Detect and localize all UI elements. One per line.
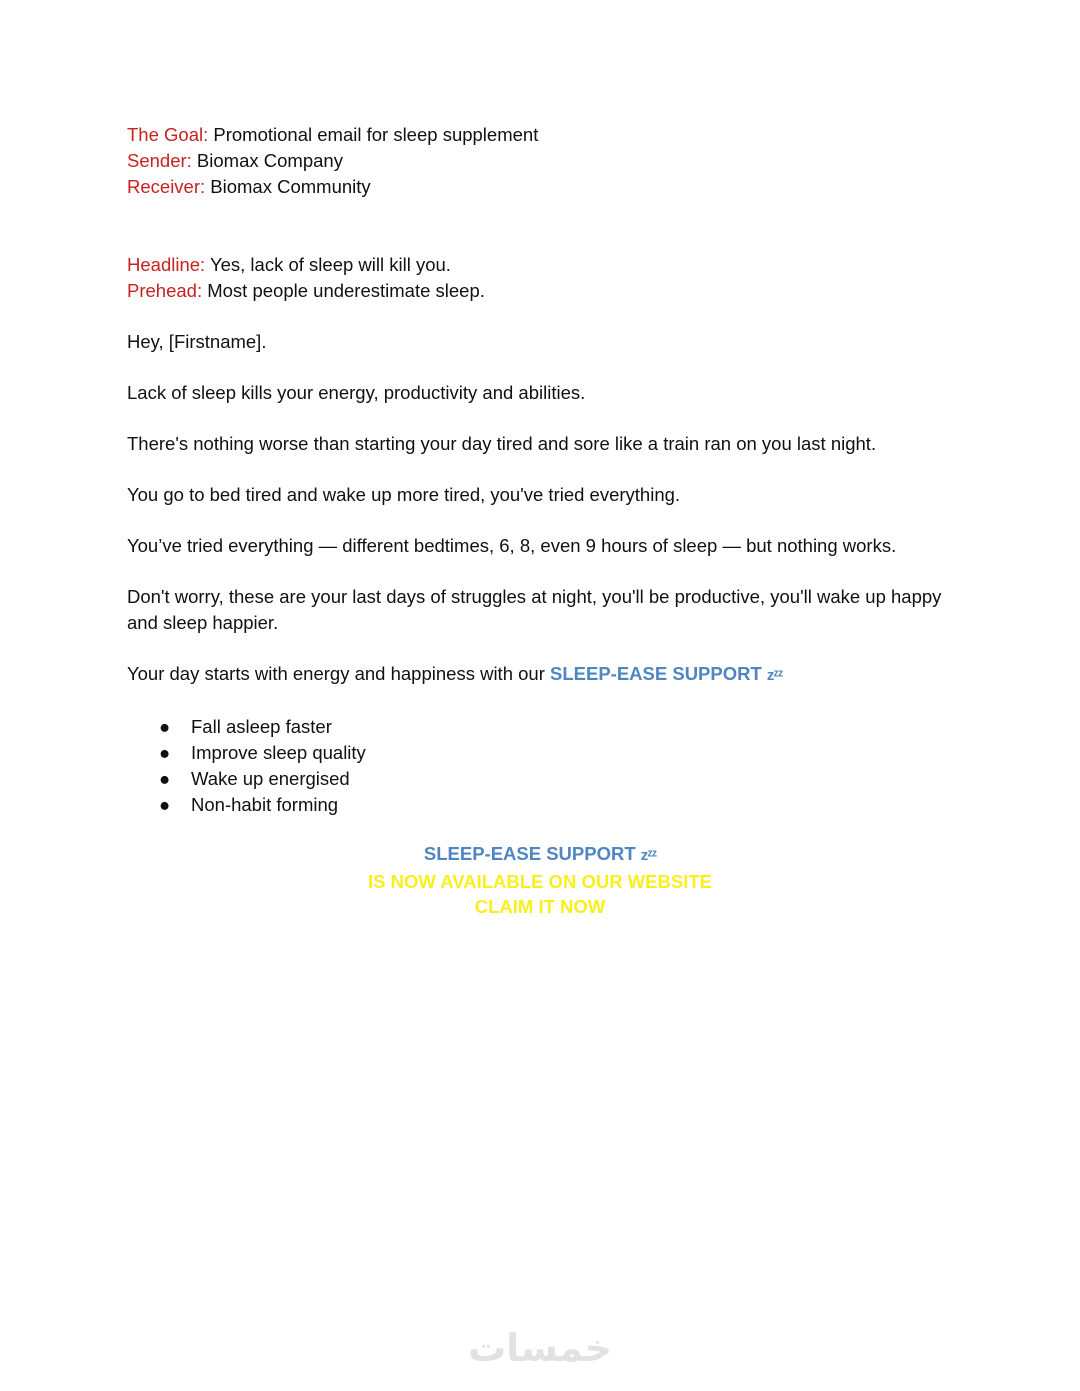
product-line bbox=[127, 661, 947, 689]
meta-receiver-label: Receiver: bbox=[127, 176, 206, 197]
list-item bbox=[159, 766, 947, 792]
cta-block bbox=[0, 841, 1080, 920]
meta-receiver-value: Biomax Community bbox=[205, 176, 371, 197]
list-item-text: Wake up energised bbox=[191, 768, 350, 789]
prehead-value: Most people underestimate sleep. bbox=[202, 280, 485, 301]
meta-sender bbox=[127, 148, 947, 174]
benefits-list bbox=[127, 714, 947, 818]
product-name: SLEEP-EASE SUPPORT bbox=[550, 663, 762, 684]
list-item-text: Fall asleep faster bbox=[191, 716, 332, 737]
cta-claim-link[interactable]: CLAIM IT NOW bbox=[474, 896, 606, 917]
paragraph: You’ve tried everything — different bedtimes, 6, 8, even 9 hours of sleep — but nothing works. bbox=[127, 535, 897, 556]
greeting: Hey, [Firstname]. bbox=[127, 331, 267, 352]
headline bbox=[127, 252, 947, 278]
cta-product-line bbox=[0, 841, 1080, 869]
paragraph: There's nothing worse than starting your day tired and sore like a train ran on you last night. bbox=[127, 433, 877, 454]
zzz-icon: zᶻᶻ bbox=[640, 847, 657, 864]
prehead-label: Prehead: bbox=[127, 280, 203, 301]
zzz-icon: zᶻᶻ bbox=[766, 667, 783, 684]
headline-value: Yes, lack of sleep will kill you. bbox=[205, 254, 451, 275]
meta-receiver bbox=[127, 174, 947, 200]
meta-sender-label: Sender: bbox=[127, 150, 192, 171]
watermark-logo: خمسات bbox=[468, 1326, 612, 1370]
cta-availability: IS NOW AVAILABLE ON OUR WEBSITE bbox=[368, 870, 712, 892]
bullet-icon: ● bbox=[159, 768, 171, 789]
meta-sender-value: Biomax Company bbox=[191, 150, 343, 171]
product-line-text: Your day starts with energy and happiness with our bbox=[127, 663, 551, 684]
meta-goal-value: Promotional email for sleep supplement bbox=[208, 124, 539, 145]
meta-goal-label: The Goal: bbox=[127, 124, 209, 145]
bullet-icon: ● bbox=[159, 742, 171, 763]
list-item bbox=[159, 714, 947, 740]
headline-label: Headline: bbox=[127, 254, 206, 275]
cta-product-name: SLEEP-EASE SUPPORT bbox=[423, 843, 636, 864]
list-item-text: Non-habit forming bbox=[191, 794, 339, 815]
email-document bbox=[127, 122, 947, 818]
prehead bbox=[127, 278, 947, 304]
list-item-text: Improve sleep quality bbox=[191, 742, 366, 763]
bullet-icon: ● bbox=[159, 716, 171, 737]
paragraph: Don't worry, these are your last days of struggles at night, you'll be productive, you'll wake up happy and sleep happier. bbox=[127, 586, 942, 633]
list-item bbox=[159, 740, 947, 766]
list-item bbox=[159, 792, 947, 818]
bullet-icon: ● bbox=[159, 794, 171, 815]
paragraph: Lack of sleep kills your energy, productivity and abilities. bbox=[127, 382, 586, 403]
meta-goal bbox=[127, 122, 947, 148]
paragraph: You go to bed tired and wake up more tired, you've tried everything. bbox=[127, 484, 681, 505]
